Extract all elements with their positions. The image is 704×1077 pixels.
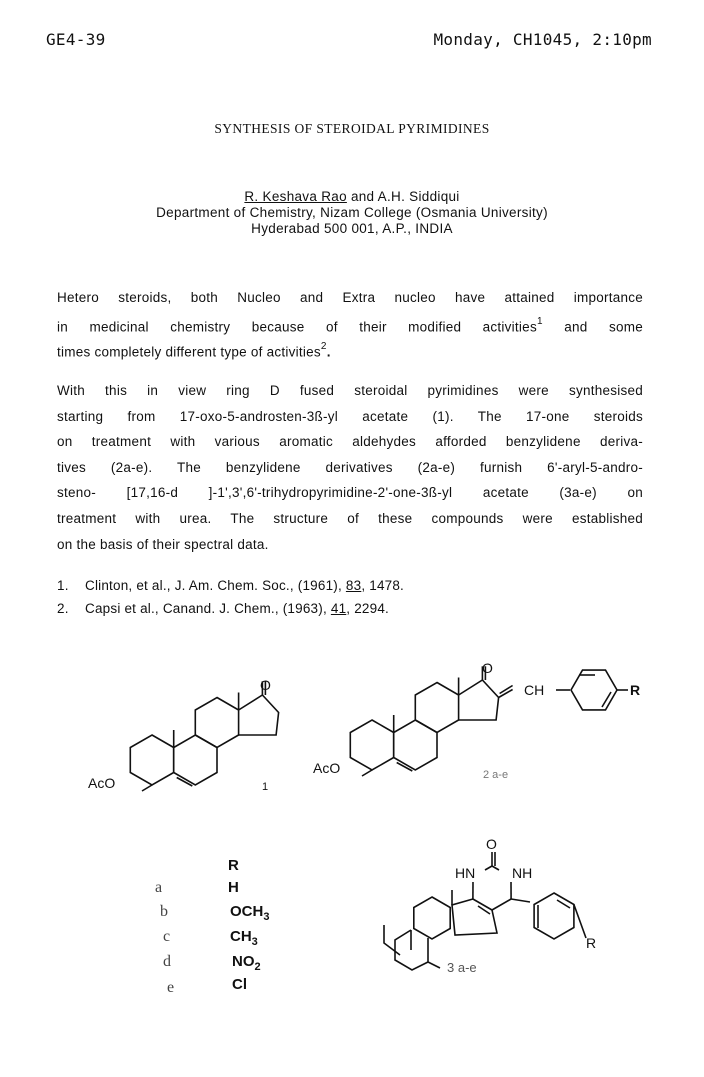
s2-acetoxy-bond [362,770,372,776]
s3-r-label: R [586,935,597,951]
s3-pyrimidine-bond [492,899,511,910]
citation-1: 1 [536,315,543,327]
s2-aco-label: AcO [313,760,341,776]
s2-ring-a [350,720,393,770]
affiliation: Department of Chemistry, Nizam College (Osmania University) [156,205,548,220]
header-session: Monday, CH1045, 2:10pm [433,30,652,49]
reference-pages: , 1478. [361,578,405,593]
s3-nh-label: NH [512,865,533,881]
formula: NO [232,953,255,970]
formula-subscript: 2 [254,961,261,973]
s3-oxygen-label: O [486,836,497,852]
s2-ring-d [459,680,499,720]
text-span: times completely different type of activities [57,344,321,360]
text-line: steno- [17,16-d ]-1',3',6'-trihydropyrimidine-2'-one-3ß-yl acetate (3a-e) on [57,485,643,501]
reference-number: 1. [57,578,69,593]
substituent-value [230,903,270,923]
reference-volume: 41 [330,601,347,616]
reference-pages: , 2294. [346,601,389,616]
s1-ring-c [195,698,238,748]
s2-compound-label: 2 a-e [483,769,509,781]
text-line: starting from 17-oxo-5-androsten-3ß-yl acetate (1). The 17-one steroids [57,408,643,424]
substituent-key: d [163,953,171,970]
substituent-value [230,928,258,948]
s3-pyrimidine-bond [485,866,492,870]
s1-oxygen-label: O [260,677,271,693]
text-line: treatment with urea. The structure of these compounds were established [57,510,643,526]
substituent-header: R [228,857,239,874]
s2-benzene-ring [571,670,617,710]
reference-volume: 83 [345,578,362,593]
reference-text: Capsi et al., Canand. J. Chem., (1963), [85,601,331,616]
text-line: Hetero steroids, both Nucleo and Extra nucleo have attained importance [57,290,643,305]
structure-bonds [130,666,628,970]
address: Hyderabad 500 001, A.P., INDIA [251,221,453,236]
s2-ring-b [394,720,437,770]
s3-aryl-bond [511,899,530,902]
s3-pyrimidine-bond [492,866,499,870]
s3-hn-label: HN [455,865,476,881]
substituent-value: Cl [232,976,247,993]
s1-compound-label: 1 [262,781,269,793]
citation-2: 2 [320,341,327,353]
s3-ring-ab-partial [384,925,440,968]
substituent-value: H [228,879,239,896]
s3-r-bond [574,905,586,939]
s3-ring-ab-partial [395,930,428,970]
s2-oxygen-label: O [482,660,493,676]
reference-number: 2. [57,601,69,616]
s1-aco-label: AcO [88,775,116,791]
text-line: tives (2a-e). The benzylidene derivatives (2a-e) furnish 6'-aryl-5-andro- [57,459,643,475]
s1-ring-d [239,695,279,735]
formula-subscript: 3 [263,911,270,923]
formula: CH [230,928,252,945]
s1-ring-b [174,735,217,785]
substituent-key: a [155,879,163,896]
s3-benzene-ring [534,893,574,939]
text-line: on the basis of their spectral data. [57,536,269,552]
reference-text: Clinton, et al., J. Am. Chem. Soc., (1961), [85,578,346,593]
substituent-key: c [163,928,171,945]
s3-ring-c [414,897,450,939]
s2-r-label: R [630,682,641,698]
paper-title: SYNTHESIS OF STEROIDAL PYRIMIDINES [214,121,490,136]
text-span: and some [542,319,643,335]
text-span: . [326,344,331,360]
text-span: in medicinal chemistry because of their modified activities [57,319,537,335]
s2-aromatic-bond [602,692,611,707]
substituent-value [232,953,261,973]
text-line: on treatment with various aromatic aldehydes afforded benzylidene deriva- [57,434,643,450]
header-code: GE4-39 [46,30,106,49]
s3-compound-label: 3 a-e [447,960,477,975]
s1-ring-a [130,735,173,785]
text-line: With this in view ring D fused steroidal pyrimidines were synthesised [57,383,643,398]
formula-subscript: 3 [251,936,258,948]
substituent-key: b [160,903,168,920]
s2-ch-label: CH [524,682,545,698]
s1-acetoxy-bond [142,785,152,791]
author-2: and A.H. Siddiqui [346,189,460,204]
formula: OCH [230,903,264,920]
s3-ring-d [452,899,497,935]
author-1: R. Keshava Rao [244,189,347,204]
substituent-key: e [167,979,175,996]
s2-ring-c [415,683,458,733]
